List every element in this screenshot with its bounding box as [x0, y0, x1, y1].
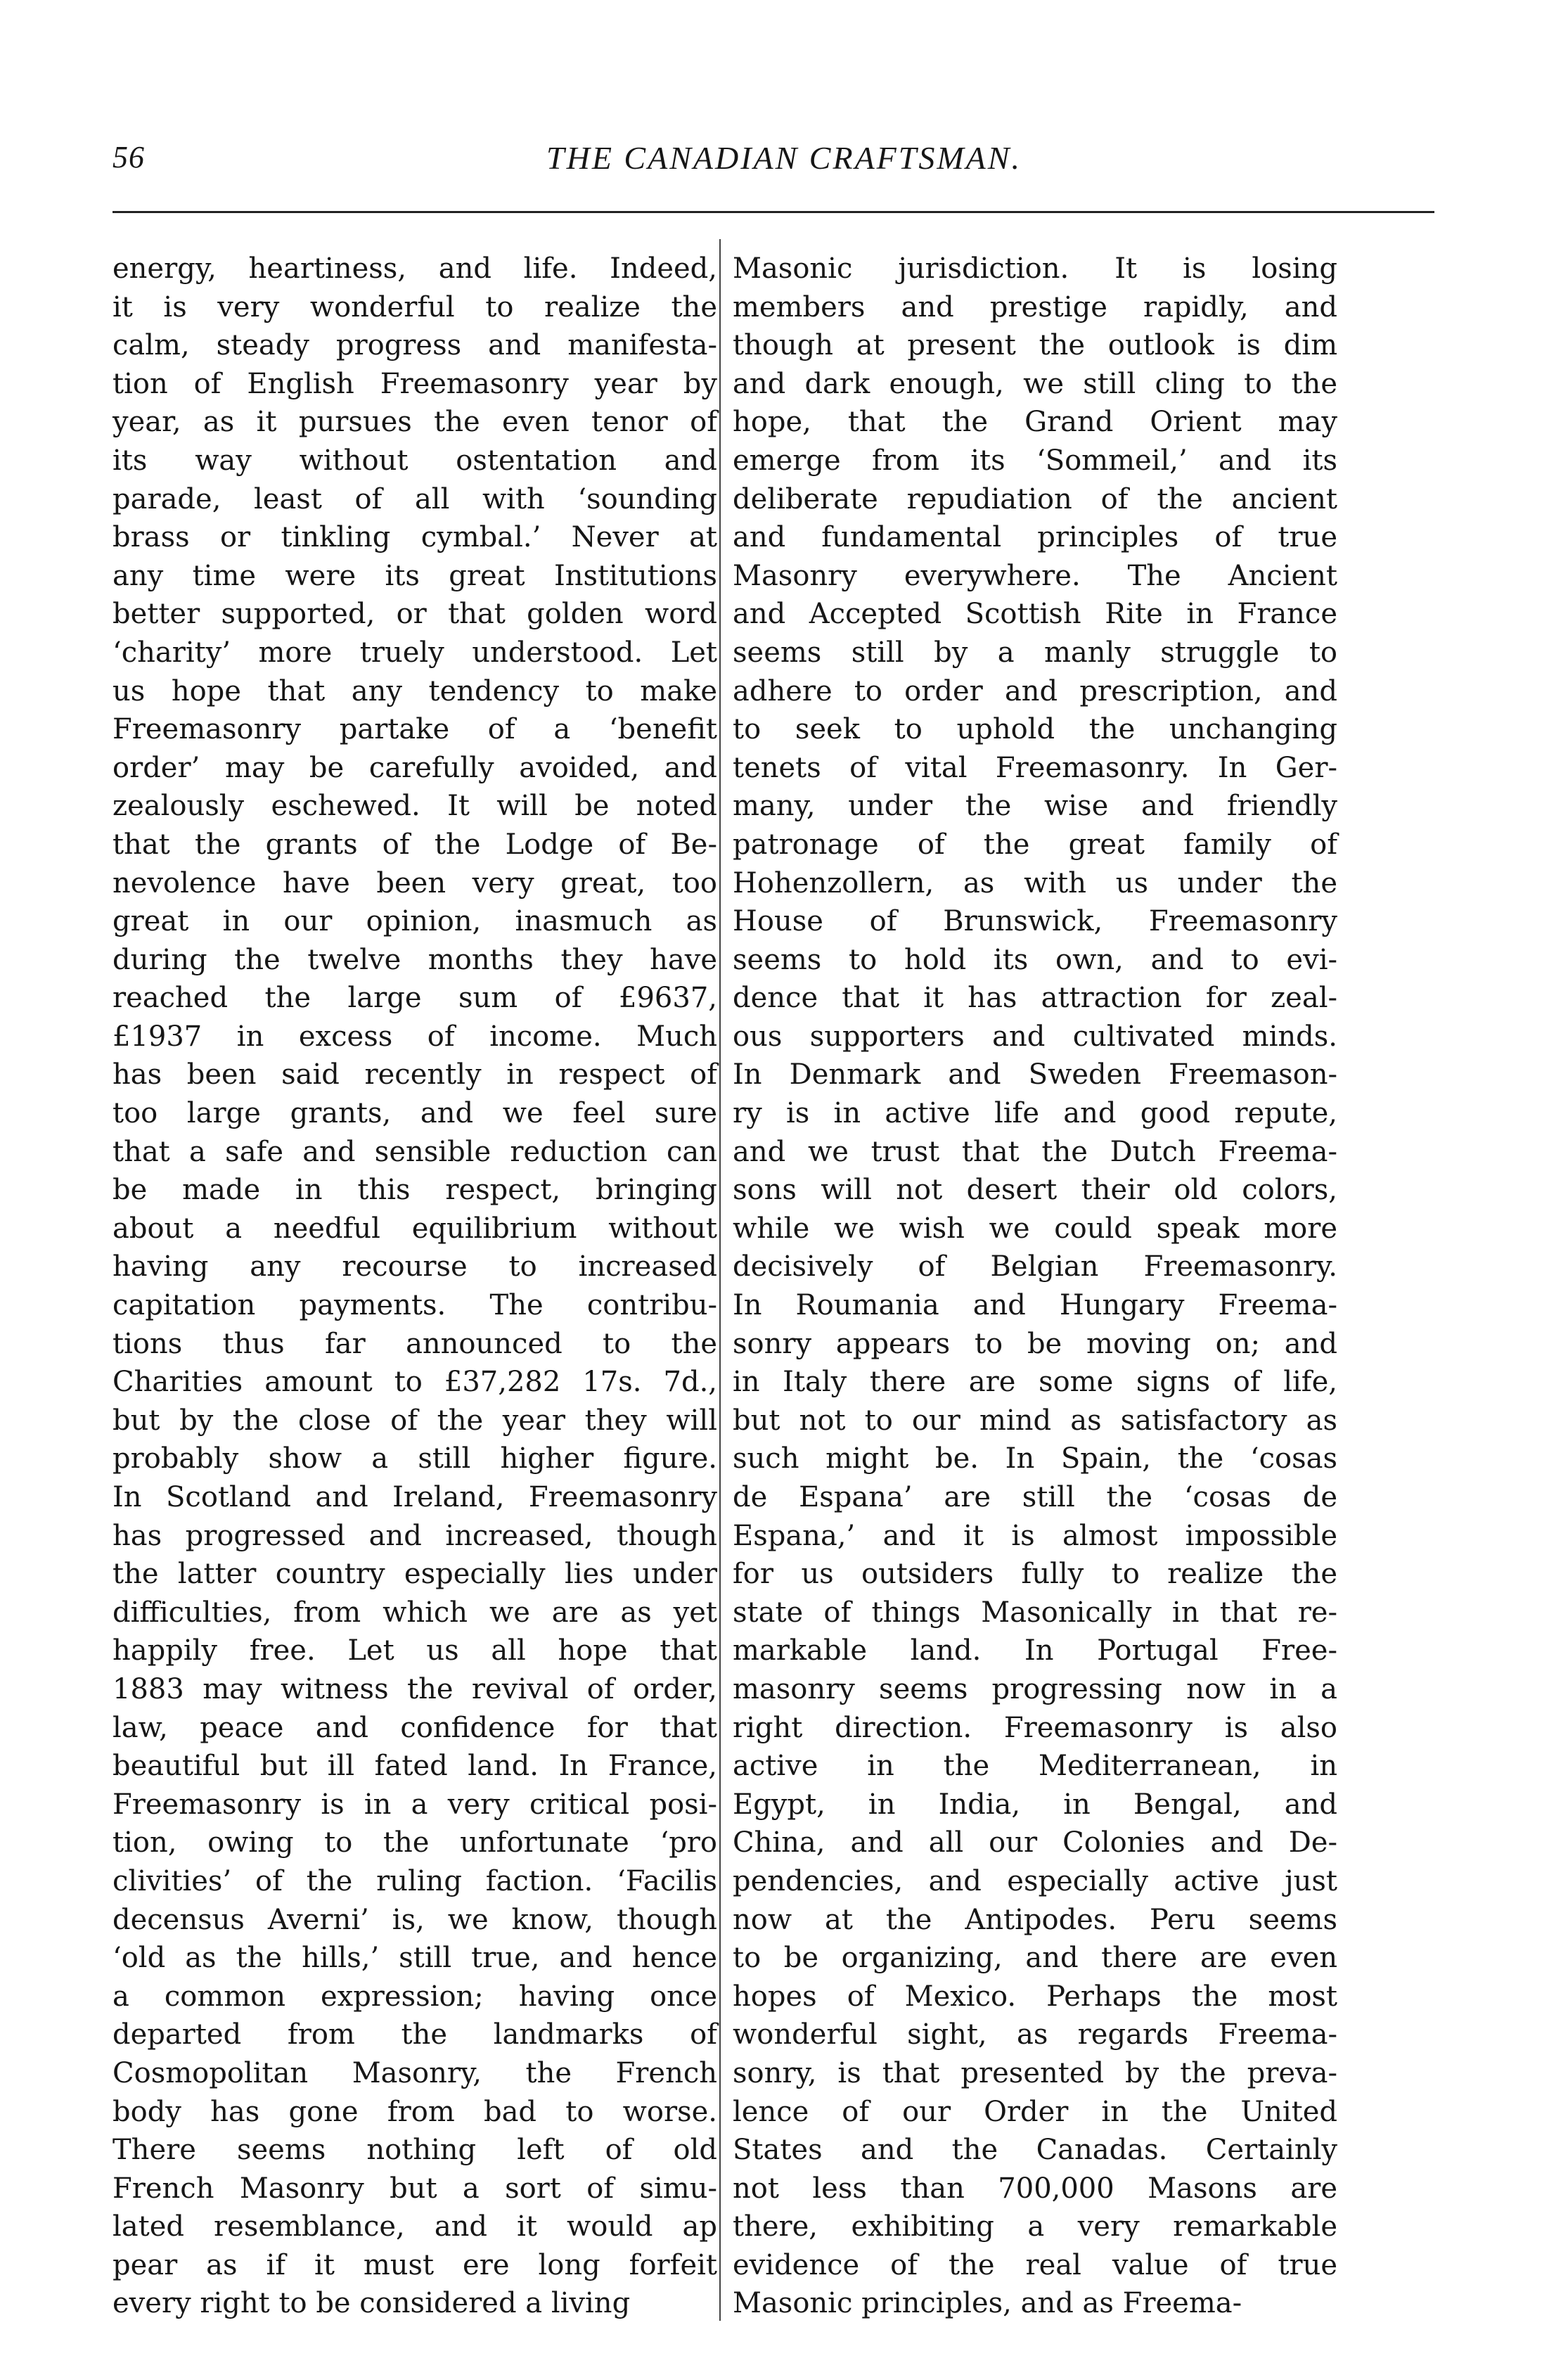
text-line: In Denmark and Sweden Freemason-: [733, 1058, 1337, 1091]
text-line: In Scotland and Ireland, Freemasonry: [113, 1481, 717, 1513]
text-line: 1883 may witness the revival of order,: [113, 1672, 717, 1705]
text-line: deliberate repudiation of the ancient: [733, 482, 1337, 515]
text-line: seems still by a manly struggle to: [733, 636, 1337, 669]
text-line: there, exhibiting a very remarkable: [733, 2210, 1337, 2243]
text-line: has progressed and increased, though: [113, 1519, 717, 1552]
text-line: French Masonry but a sort of simu-: [113, 2172, 717, 2205]
text-line: States and the Canadas. Certainly: [733, 2134, 1337, 2167]
text-line: and we trust that the Dutch Freema-: [733, 1135, 1337, 1168]
text-line: to be organizing, and there are even: [733, 1942, 1337, 1975]
text-line: sons will not desert their old colors,: [733, 1174, 1337, 1207]
text-line: it is very wonderful to realize the: [113, 290, 717, 324]
text-line: having any recourse to increased: [113, 1250, 717, 1283]
text-line: better supported, or that golden word: [113, 598, 717, 631]
text-line: us hope that any tendency to make: [113, 674, 717, 707]
header-rule: [113, 211, 1434, 213]
text-line: seems to hold its own, and to evi-: [733, 943, 1337, 976]
text-line: capitation payments. The contribu-: [113, 1289, 717, 1322]
text-line: Charities amount to £37,282 17s. 7d.,: [113, 1366, 717, 1399]
text-line: body has gone from bad to worse.: [113, 2095, 717, 2128]
text-line: a common expression; having once: [113, 1980, 717, 2013]
text-line: for us outsiders fully to realize the: [733, 1558, 1337, 1591]
text-line: hopes of Mexico. Perhaps the most: [733, 1980, 1337, 2013]
text-line: nevolence have been very great, too: [113, 866, 717, 899]
text-line: masonry seems progressing now in a: [733, 1672, 1337, 1705]
text-line: tion, owing to the unfortunate ‘pro: [113, 1826, 717, 1859]
text-line: dence that it has attraction for zeal-: [733, 982, 1337, 1015]
text-line: brass or tinkling cymbal.’ Never at: [113, 521, 717, 554]
text-line: Cosmopolitan Masonry, the French: [113, 2056, 717, 2089]
text-line: tenets of vital Freemasonry. In Ger-: [733, 751, 1337, 784]
text-line: but by the close of the year they will: [113, 1404, 717, 1437]
text-line: reached the large sum of £9637,: [113, 982, 717, 1015]
text-line: £1937 in excess of income. Much: [113, 1020, 717, 1053]
text-line: sonry, is that presented by the preva-: [733, 2056, 1337, 2089]
text-line: Egypt, in India, in Bengal, and: [733, 1788, 1337, 1821]
text-line: be made in this respect, bringing: [113, 1174, 717, 1207]
text-line: year, as it pursues the even tenor of: [113, 406, 717, 439]
text-line: right direction. Freemasonry is also: [733, 1711, 1337, 1744]
text-line: emerge from its ‘Sommeil,’ and its: [733, 444, 1337, 477]
text-line: happily free. Let us all hope that: [113, 1634, 717, 1667]
left-column: [113, 250, 717, 2323]
text-line: Freemasonry is in a very critical posi-: [113, 1788, 717, 1821]
text-line: tion of English Freemasonry year by: [113, 367, 717, 400]
text-line: In Roumania and Hungary Freema-: [733, 1289, 1337, 1322]
text-line: evidence of the real value of true: [733, 2248, 1337, 2281]
text-line: pear as if it must ere long forfeit: [113, 2248, 717, 2281]
text-line: but not to our mind as satisfactory as: [733, 1404, 1337, 1437]
text-line: decensus Averni’ is, we know, though: [113, 1903, 717, 1936]
text-line: though at present the outlook is dim: [733, 329, 1337, 362]
text-line: de Espana’ are still the ‘cosas de: [733, 1481, 1337, 1513]
text-line: adhere to order and prescription, and: [733, 674, 1337, 707]
text-line: pendencies, and especially active just: [733, 1864, 1337, 1897]
page-number: 56: [113, 140, 145, 174]
text-line: order’ may be carefully avoided, and: [113, 751, 717, 784]
text-line: during the twelve months they have: [113, 943, 717, 976]
text-line: too large grants, and we feel sure: [113, 1097, 717, 1130]
text-line: Freemasonry partake of a ‘benefit: [113, 713, 717, 746]
text-line: decisively of Belgian Freemasonry.: [733, 1250, 1337, 1283]
text-line: state of things Masonically in that re-: [733, 1596, 1337, 1629]
text-line: wonderful sight, as regards Freema-: [733, 2018, 1337, 2051]
text-line: difficulties, from which we are as yet: [113, 1596, 717, 1629]
text-line: House of Brunswick, Freemasonry: [733, 905, 1337, 938]
text-line: its way without ostentation and: [113, 444, 717, 477]
text-line: every right to be considered a living: [113, 2287, 631, 2320]
text-line: about a needful equilibrium without: [113, 1212, 717, 1245]
text-line: great in our opinion, inasmuch as: [113, 905, 717, 938]
text-line: many, under the wise and friendly: [733, 790, 1337, 823]
text-line: ous supporters and cultivated minds.: [733, 1020, 1337, 1053]
text-line: lence of our Order in the United: [733, 2095, 1337, 2128]
text-line: active in the Mediterranean, in: [733, 1750, 1337, 1783]
text-line: sonry appears to be moving on; and: [733, 1327, 1337, 1360]
text-line: parade, least of all with ‘sounding: [113, 482, 717, 515]
text-line: departed from the landmarks of: [113, 2018, 717, 2051]
text-line: clivities’ of the ruling faction. ‘Facilis: [113, 1864, 717, 1897]
text-line: in Italy there are some signs of life,: [733, 1366, 1337, 1399]
text-line: ‘charity’ more truely understood. Let: [113, 636, 717, 669]
text-line: tions thus far announced to the: [113, 1327, 717, 1360]
text-line: Masonic principles, and as Freema-: [733, 2287, 1242, 2320]
text-line: not less than 700,000 Masons are: [733, 2172, 1337, 2205]
text-line: any time were its great Institutions: [113, 559, 717, 592]
text-line: while we wish we could speak more: [733, 1212, 1337, 1245]
text-line: energy, heartiness, and life. Indeed,: [113, 252, 717, 285]
text-line: that a safe and sensible reduction can: [113, 1135, 717, 1168]
running-title: THE CANADIAN CRAFTSMAN.: [546, 140, 1022, 176]
text-line: China, and all our Colonies and De-: [733, 1826, 1337, 1859]
text-line: There seems nothing left of old: [113, 2134, 717, 2167]
text-line: lated resemblance, and it would ap: [113, 2210, 717, 2243]
column-divider: [719, 239, 721, 2321]
text-line: calm, steady progress and manifesta-: [113, 329, 717, 362]
text-line: Hohenzollern, as with us under the: [733, 866, 1337, 899]
text-line: probably show a still higher figure.: [113, 1442, 717, 1475]
text-line: hope, that the Grand Orient may: [733, 406, 1337, 439]
text-line: now at the Antipodes. Peru seems: [733, 1903, 1337, 1936]
text-line: has been said recently in respect of: [113, 1058, 717, 1091]
text-line: and dark enough, we still cling to the: [733, 367, 1337, 400]
text-line: ‘old as the hills,’ still true, and hence: [113, 1942, 717, 1975]
text-line: law, peace and confidence for that: [113, 1711, 717, 1744]
text-line: ry is in active life and good repute,: [733, 1097, 1337, 1130]
text-line: Espana,’ and it is almost impossible: [733, 1519, 1337, 1552]
text-line: Masonic jurisdiction. It is losing: [733, 252, 1337, 285]
text-line: such might be. In Spain, the ‘cosas: [733, 1442, 1337, 1475]
text-line: beautiful but ill fated land. In France,: [113, 1750, 717, 1783]
text-line: patronage of the great family of: [733, 828, 1337, 861]
text-line: Masonry everywhere. The Ancient: [733, 559, 1337, 592]
text-line: that the grants of the Lodge of Be-: [113, 828, 717, 861]
text-line: the latter country especially lies under: [113, 1558, 717, 1591]
text-line: members and prestige rapidly, and: [733, 290, 1337, 324]
text-line: markable land. In Portugal Free-: [733, 1634, 1337, 1667]
text-line: to seek to uphold the unchanging: [733, 713, 1337, 746]
text-line: and fundamental principles of true: [733, 521, 1337, 554]
text-line: zealously eschewed. It will be noted: [113, 790, 717, 823]
text-line: and Accepted Scottish Rite in France: [733, 598, 1337, 631]
right-column: [733, 250, 1337, 2323]
